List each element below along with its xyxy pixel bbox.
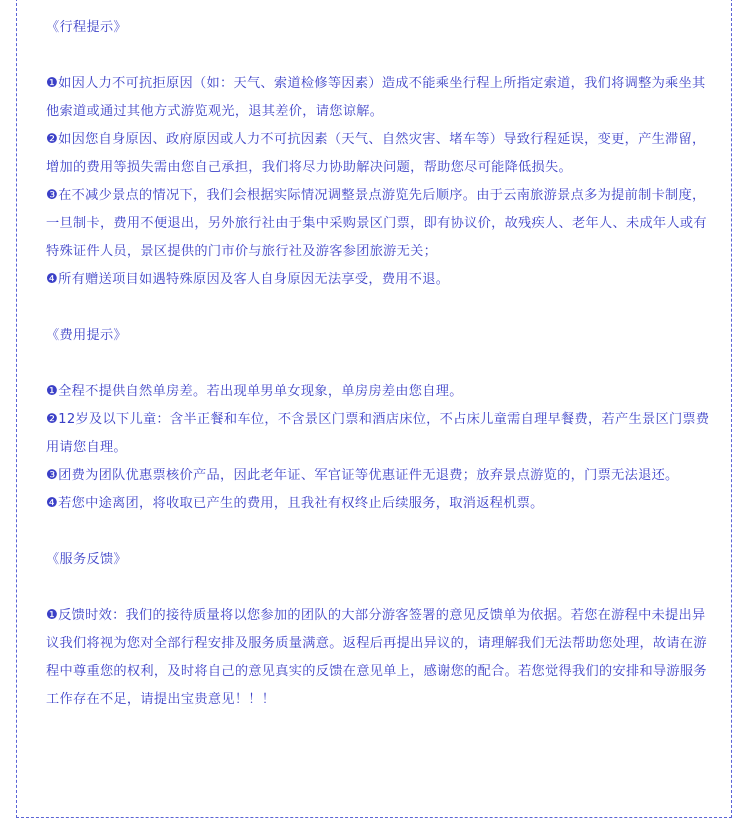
list-item: ❶全程不提供自然单房差。若出现单男单女现象，单房房差由您自理。 (46, 384, 463, 399)
list-item: ❷12岁及以下儿童：含半正餐和车位，不含景区门票和酒店床位，不占床儿童需自理早餐费，若产生景区门票费用请您自理。 (46, 412, 710, 455)
section-title: 《费用提示》 (46, 328, 127, 343)
spacer (46, 42, 710, 70)
section-service-feedback (46, 546, 710, 714)
section-title: 《服务反馈》 (46, 552, 127, 567)
list-item: ❶如因人力不可抗拒原因（如：天气、索道检修等因素）造成不能乘坐行程上所指定索道，我们将调整为乘坐其他索道或通过其他方式游览观光，退其差价，请您谅解。 (46, 76, 706, 119)
spacer (46, 294, 710, 322)
list-item: ❷如因您自身原因、政府原因或人力不可抗因素（天气、自然灾害、堵车等）导致行程延误，变更，产生滞留，增加的费用等损失需由您自己承担，我们将尽力协助解决问题，帮助您尽可能降低损失。 (46, 132, 706, 175)
spacer (46, 350, 710, 378)
notice-content (46, 14, 710, 714)
list-item: ❸在不减少景点的情况下，我们会根据实际情况调整景点游览先后顺序。由于云南旅游景点多为提前制卡制度，一旦制卡，费用不便退出，另外旅行社由于集中采购景区门票，即有协议价，故残疾人、老年人、未成年人或有特殊证件人员，景区提供的门市价与旅行社及游客参团旅游无关； (46, 188, 707, 259)
section-itinerary-notes (46, 14, 710, 294)
spacer (46, 518, 710, 546)
list-item: ❸团费为团队优惠票核价产品，因此老年证、军官证等优惠证件无退费；放弃景点游览的，门票无法退还。 (46, 468, 679, 483)
section-title: 《行程提示》 (46, 20, 127, 35)
section-cost-notes (46, 322, 710, 518)
spacer (46, 574, 710, 602)
list-item: ❶反馈时效：我们的接待质量将以您参加的团队的大部分游客签署的意见反馈单为依据。若您在游程中未提出异议我们将视为您对全部行程安排及服务质量满意。返程后再提出异议的，请理解我们无法帮助您处理，故请在游程中尊重您的权利，及时将自己的意见真实的反馈在意见单上，感谢您的配合。若您觉得我们的安排和导游服务工作存在不足，请提出宝贵意见！！！ (46, 608, 707, 707)
list-item: ❹所有赠送项目如遇特殊原因及客人自身原因无法享受，费用不退。 (46, 272, 450, 287)
list-item: ❹若您中途离团，将收取已产生的费用，且我社有权终止后续服务，取消返程机票。 (46, 496, 544, 511)
